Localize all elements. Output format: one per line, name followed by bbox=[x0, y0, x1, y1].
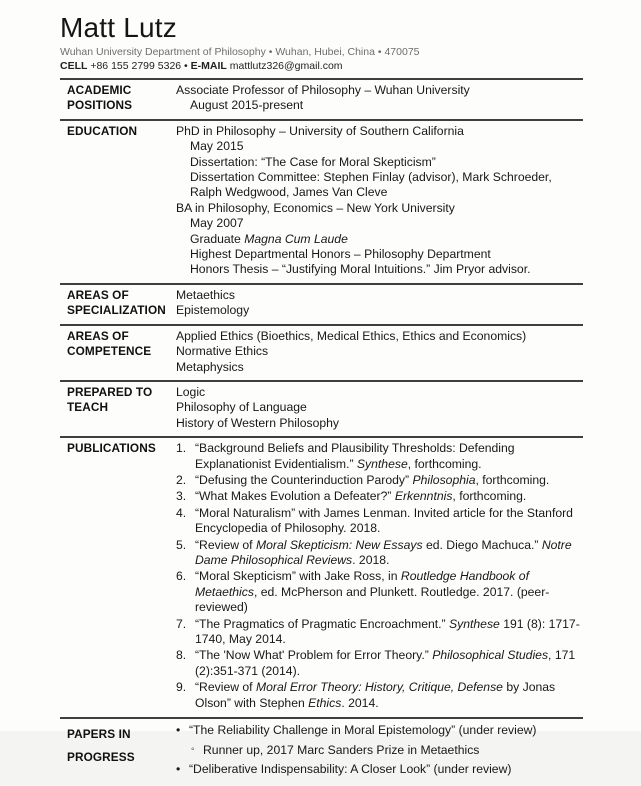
section-content bbox=[176, 329, 583, 375]
section-content bbox=[176, 124, 583, 278]
content-line: Honors Thesis – “Justifying Moral Intuitions.” Jim Pryor advisor. bbox=[190, 262, 531, 277]
publication-text: “The 'Now What' Problem for Error Theory.” Philosophical Studies, 171 (2):351-371 (2014). bbox=[195, 648, 576, 678]
section-academic-positions bbox=[60, 78, 583, 119]
publication-text: “The Pragmatics of Pragmatic Encroachment.” Synthese 191 (8): 1717-1740, May 2014. bbox=[195, 616, 580, 646]
section-label: AREAS OF SPECIALIZATION bbox=[67, 287, 166, 318]
content-line: Normative Ethics bbox=[176, 344, 269, 359]
publication-item bbox=[176, 569, 583, 615]
section-content bbox=[176, 385, 583, 431]
publication-item bbox=[176, 617, 583, 648]
publication-text: “Review of Moral Skepticism: New Essays ed. Diego Machuca.” Notre Dame Philosophical Reviews. 2018. bbox=[195, 537, 572, 567]
publication-text: “Moral Skepticism” with Jake Ross, in Routledge Handbook of Metaethics, ed. McPherson and Plunkett. Routledge. 2017. (peer-reviewed) bbox=[195, 569, 550, 615]
sub-bullet-icon: ◦ bbox=[191, 744, 195, 756]
content-line: May 2015 bbox=[190, 139, 244, 154]
section-label: EDUCATION bbox=[67, 123, 138, 138]
content-line: Metaethics bbox=[176, 287, 235, 302]
section-label: AREAS OF COMPETENCE bbox=[67, 328, 152, 359]
contact-line: CELL +86 155 2799 5326 • E-MAIL mattlutz326@gmail.com bbox=[60, 60, 343, 72]
publication-number: 4. bbox=[176, 505, 187, 520]
resume-header bbox=[60, 13, 583, 73]
section-label: PUBLICATIONS bbox=[67, 441, 156, 456]
content-line: BA in Philosophy, Economics – New York University bbox=[176, 200, 455, 215]
content-line: Graduate Magna Cum Laude bbox=[190, 231, 348, 246]
paper-subitem bbox=[176, 742, 583, 758]
paper-text: “The Reliability Challenge in Moral Epistemology” (under review) bbox=[189, 723, 537, 738]
publication-text: “Background Beliefs and Plausibility Thresholds: Defending Explanationist Evidentialism.” Synthese, forthcoming. bbox=[195, 441, 515, 471]
content-line: Philosophy of Language bbox=[176, 400, 307, 415]
bullet-icon: • bbox=[176, 762, 181, 777]
section-label: ACADEMIC POSITIONS bbox=[67, 83, 133, 113]
publication-text: “Moral Naturalism” with James Lenman. Invited article for the Stanford Encyclopedia of Philosophy. 2018. bbox=[195, 505, 573, 536]
publication-item bbox=[176, 441, 583, 472]
section-publications bbox=[60, 436, 583, 717]
content-line: Metaphysics bbox=[176, 359, 244, 374]
publication-item bbox=[176, 648, 583, 679]
content-line: Dissertation Committee: Stephen Finlay (advisor), Mark Schroeder, Ralph Wedgwood, James Van Cleve bbox=[190, 170, 552, 200]
publication-number: 9. bbox=[176, 680, 187, 695]
content-line: History of Western Philosophy bbox=[176, 415, 340, 430]
resume-sections bbox=[60, 78, 583, 786]
affiliation-line: Wuhan University Department of Philosophy • Wuhan, Hubei, China • 470075 bbox=[60, 46, 420, 58]
content-line: PhD in Philosophy – University of Southern California bbox=[176, 123, 464, 138]
publication-item bbox=[176, 680, 583, 711]
section-areas-of-competence bbox=[60, 324, 583, 380]
section-label: PREPARED TO TEACH bbox=[67, 384, 153, 415]
publication-number: 7. bbox=[176, 616, 187, 631]
publication-number: 3. bbox=[176, 489, 187, 504]
publication-number: 2. bbox=[176, 472, 187, 487]
section-content bbox=[176, 83, 583, 114]
publication-item bbox=[176, 538, 583, 569]
section-areas-of-specialization bbox=[60, 283, 583, 324]
section-education bbox=[60, 119, 583, 283]
section-content bbox=[176, 288, 583, 319]
content-line: Dissertation: “The Case for Moral Skepticism” bbox=[190, 154, 436, 169]
publication-number: 5. bbox=[176, 537, 187, 552]
content-line: Applied Ethics (Bioethics, Medical Ethics, Ethics and Economics) bbox=[176, 328, 527, 343]
publication-item bbox=[176, 506, 583, 537]
content-line: August 2015-present bbox=[190, 98, 304, 113]
publication-number: 6. bbox=[176, 569, 187, 584]
section-content bbox=[176, 441, 583, 712]
content-line: Epistemology bbox=[176, 303, 250, 318]
content-line: May 2007 bbox=[190, 216, 244, 231]
person-name: Matt Lutz bbox=[60, 12, 177, 43]
section-label: PAPERS IN PROGRESS bbox=[67, 727, 135, 765]
content-line: Highest Departmental Honors – Philosophy Department bbox=[190, 247, 491, 262]
publication-item bbox=[176, 473, 583, 488]
content-line: Logic bbox=[176, 384, 206, 399]
section-prepared-to-teach bbox=[60, 380, 583, 436]
section-papers-in-progress bbox=[60, 717, 583, 786]
bullet-icon: • bbox=[176, 723, 181, 738]
paper-item bbox=[176, 722, 583, 738]
publication-text: “What Makes Evolution a Defeater?” Erkenntnis, forthcoming. bbox=[195, 489, 527, 504]
publication-number: 1. bbox=[176, 441, 187, 456]
paper-text: “Deliberative Indispensability: A Closer Look” (under review) bbox=[189, 762, 512, 777]
publication-item bbox=[176, 489, 583, 504]
publication-text: “Review of Moral Error Theory: History, Critique, Defense by Jonas Olson” with Stephen Ethics. 2014. bbox=[195, 680, 556, 710]
paper-item bbox=[176, 761, 583, 777]
section-content bbox=[176, 722, 583, 781]
publication-text: “Defusing the Counterinduction Parody” Philosophia, forthcoming. bbox=[195, 472, 550, 487]
content-line: Associate Professor of Philosophy – Wuhan University bbox=[176, 83, 470, 97]
publication-number: 8. bbox=[176, 648, 187, 663]
paper-text: Runner up, 2017 Marc Sanders Prize in Metaethics bbox=[203, 743, 480, 758]
